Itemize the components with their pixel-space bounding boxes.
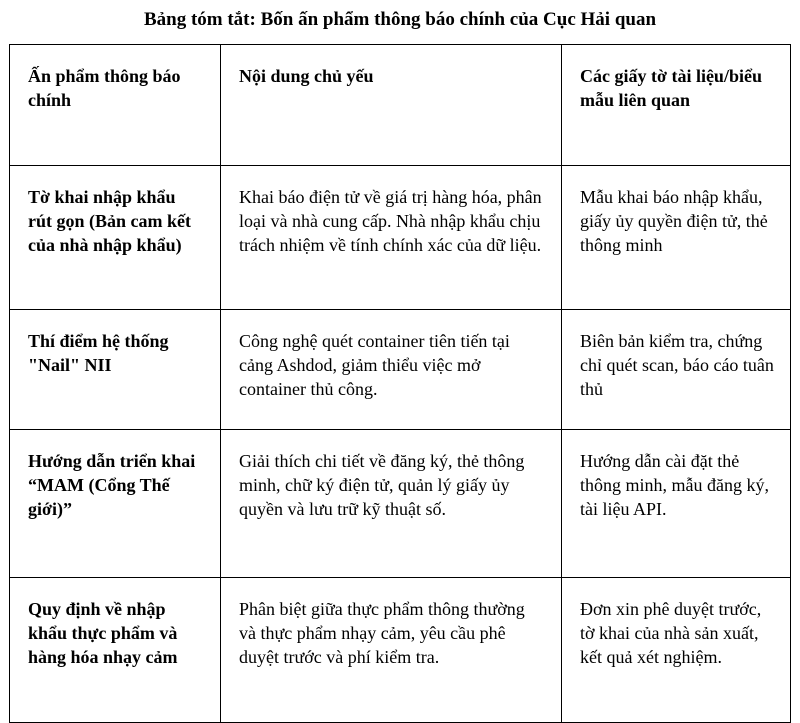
publication-cell: Quy định về nhập khẩu thực phẩm và hàng hóa nhạy cảm [10, 578, 221, 723]
publication-cell: Tờ khai nhập khẩu rút gọn (Bản cam kết của nhà nhập khẩu) [10, 166, 221, 310]
table-row [10, 578, 791, 723]
documents-cell: Biên bản kiểm tra, chứng chỉ quét scan, báo cáo tuân thủ [562, 310, 791, 430]
table-header-row [10, 45, 791, 166]
table-row [10, 310, 791, 430]
summary-table [9, 44, 791, 723]
table-title: Bảng tóm tắt: Bốn ấn phẩm thông báo chính của Cục Hải quan [143, 9, 657, 30]
documents-cell: Hướng dẫn cài đặt thẻ thông minh, mẫu đăng ký, tài liệu API. [562, 430, 791, 578]
content-cell: Giải thích chi tiết về đăng ký, thẻ thông minh, chữ ký điện tử, quản lý giấy ủy quyền và lưu trữ kỹ thuật số. [221, 430, 562, 578]
header-publication: Ấn phẩm thông báo chính [10, 45, 221, 166]
publication-cell: Thí điểm hệ thống "Nail" NII [10, 310, 221, 430]
table-row [10, 430, 791, 578]
header-content: Nội dung chủ yếu [221, 45, 562, 166]
documents-cell: Đơn xin phê duyệt trước, tờ khai của nhà sản xuất, kết quả xét nghiệm. [562, 578, 791, 723]
publication-cell: Hướng dẫn triển khai “MAM (Cổng Thế giới)” [10, 430, 221, 578]
content-cell: Phân biệt giữa thực phẩm thông thường và thực phẩm nhạy cảm, yêu cầu phê duyệt trước và phí kiểm tra. [221, 578, 562, 723]
content-cell: Công nghệ quét container tiên tiến tại cảng Ashdod, giảm thiểu việc mở container thủ công. [221, 310, 562, 430]
header-documents: Các giấy tờ tài liệu/biểu mẫu liên quan [562, 45, 791, 166]
table-row [10, 166, 791, 310]
content-cell: Khai báo điện tử về giá trị hàng hóa, phân loại và nhà cung cấp. Nhà nhập khẩu chịu trách nhiệm về tính chính xác của dữ liệu. [221, 166, 562, 310]
documents-cell: Mẫu khai báo nhập khẩu, giấy ủy quyền điện tử, thẻ thông minh [562, 166, 791, 310]
